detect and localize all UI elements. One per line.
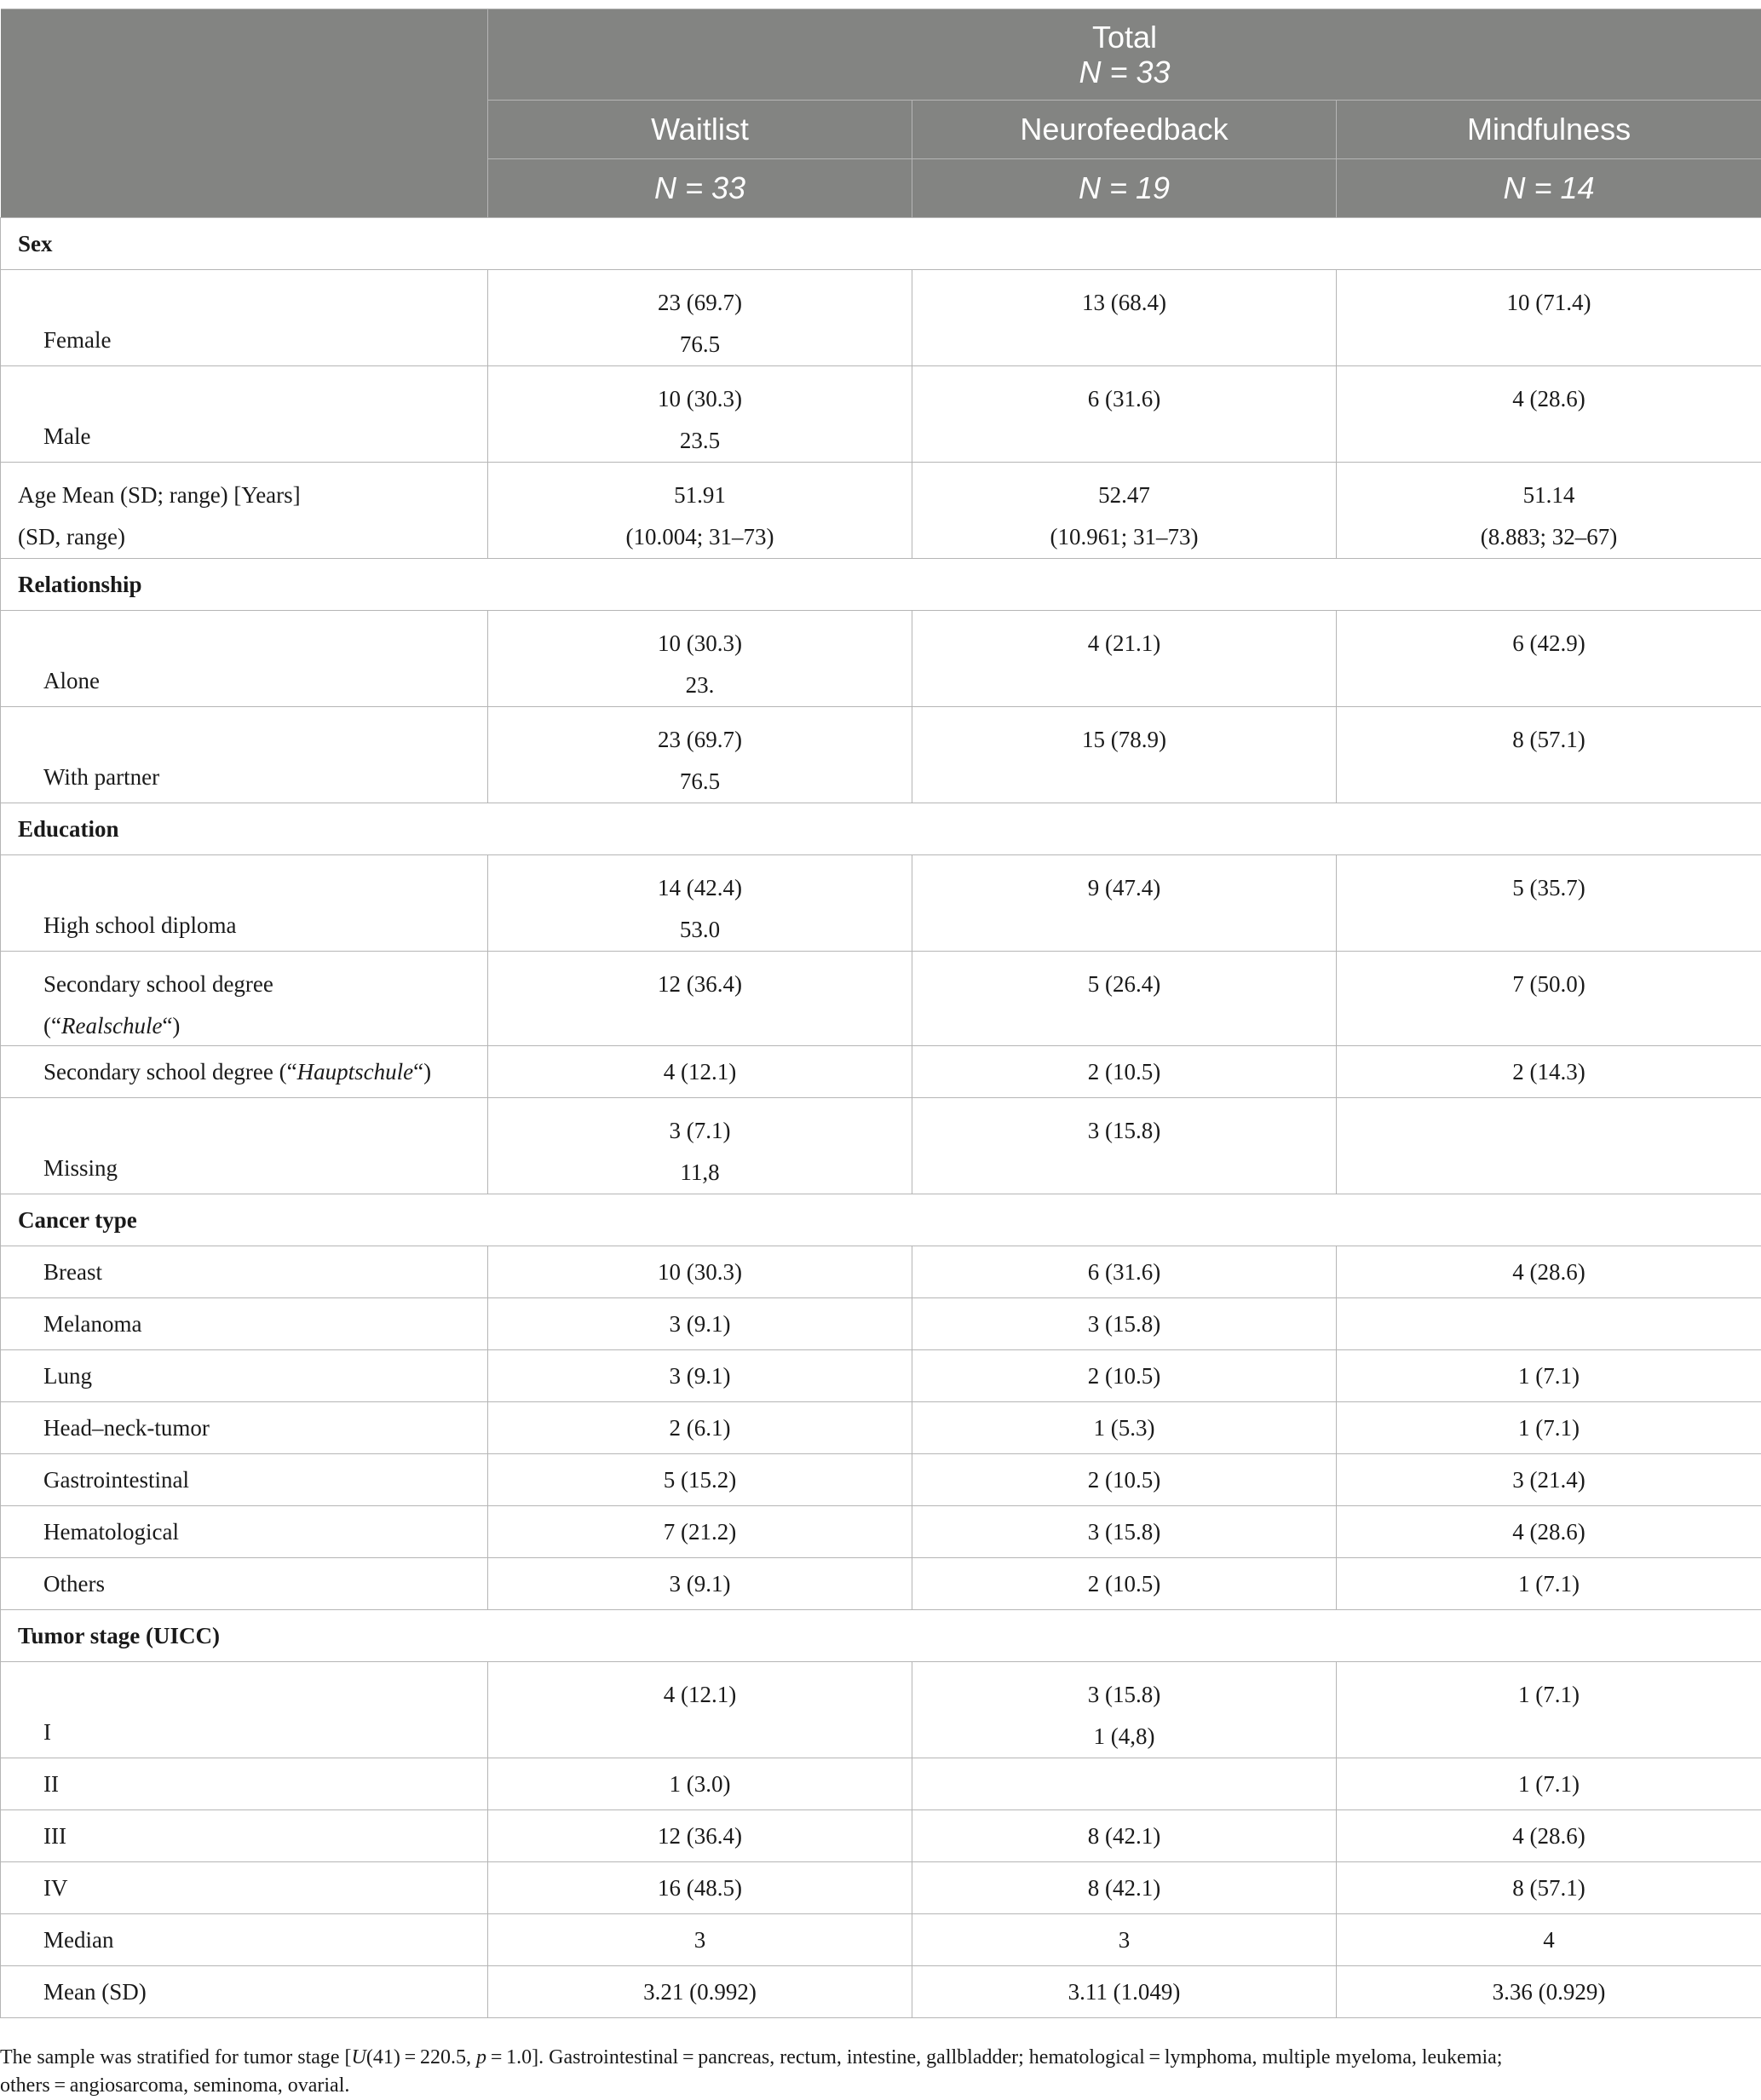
table-row — [1, 1506, 1761, 1558]
table-row — [1, 611, 1761, 707]
cell-waitlist: 14 (42.4) 53.0 — [488, 855, 912, 952]
cell-neurofeedback: 4 (21.1) — [912, 611, 1337, 707]
table-footnote: The sample was stratified for tumor stage [U(41) = 220.5, p = 1.0]. Gastrointestinal = pancreas, rectum, intestine, gallbladder; hematological = lymphoma, multiple myeloma, leukemia; others = angiosarcoma, seminoma, ovarial. — [0, 2044, 1761, 2100]
cell-mindfulness: 3 (21.4) — [1337, 1454, 1761, 1506]
row-label: Head–neck-tumor — [1, 1402, 488, 1454]
cell-neurofeedback — [912, 1758, 1337, 1810]
cell-mindfulness: 1 (7.1) — [1337, 1758, 1761, 1810]
cell-waitlist: 3 (9.1) — [488, 1298, 912, 1350]
row-label: III — [1, 1810, 488, 1862]
cell-neurofeedback: 2 (10.5) — [912, 1558, 1337, 1610]
row-label: Mean (SD) — [1, 1966, 488, 2018]
header-group-mindfulness: Mindfulness — [1337, 101, 1761, 159]
table-row — [1, 1350, 1761, 1402]
cell-neurofeedback: 52.47 (10.961; 31–73) — [912, 463, 1337, 559]
cell-waitlist: 12 (36.4) — [488, 1810, 912, 1862]
table-body — [1, 218, 1761, 2018]
row-label: IV — [1, 1862, 488, 1914]
table-row — [1, 270, 1761, 366]
row-label: Melanoma — [1, 1298, 488, 1350]
cell-mindfulness: 4 (28.6) — [1337, 366, 1761, 463]
section-heading: Sex — [1, 218, 1761, 270]
cell-waitlist: 3 (9.1) — [488, 1558, 912, 1610]
table-row — [1, 1298, 1761, 1350]
cell-mindfulness: 1 (7.1) — [1337, 1558, 1761, 1610]
row-label: Alone — [1, 611, 488, 707]
cell-waitlist: 2 (6.1) — [488, 1402, 912, 1454]
header-group-neurofeedback: Neurofeedback — [912, 101, 1337, 159]
cell-mindfulness: 51.14 (8.883; 32–67) — [1337, 463, 1761, 559]
table-row — [1, 1966, 1761, 2018]
cell-neurofeedback: 2 (10.5) — [912, 1350, 1337, 1402]
cell-waitlist: 23 (69.7) 76.5 — [488, 270, 912, 366]
row-label: Others — [1, 1558, 488, 1610]
cell-waitlist: 23 (69.7) 76.5 — [488, 707, 912, 803]
cell-waitlist: 3.21 (0.992) — [488, 1966, 912, 2018]
cell-neurofeedback: 3 (15.8) — [912, 1506, 1337, 1558]
cell-waitlist: 3 — [488, 1914, 912, 1966]
row-label: Secondary school degree (“Hauptschule“) — [1, 1046, 488, 1098]
row-label: Secondary school degree (“Realschule“) — [1, 952, 488, 1046]
cell-neurofeedback: 5 (26.4) — [912, 952, 1337, 1046]
header-total-label: Total — [1092, 20, 1157, 55]
table-row — [1, 1246, 1761, 1298]
cell-neurofeedback: 2 (10.5) — [912, 1454, 1337, 1506]
cell-neurofeedback: 6 (31.6) — [912, 366, 1337, 463]
cell-mindfulness: 1 (7.1) — [1337, 1662, 1761, 1758]
cell-mindfulness: 10 (71.4) — [1337, 270, 1761, 366]
section-heading: Tumor stage (UICC) — [1, 1610, 1761, 1662]
row-label: Gastrointestinal — [1, 1454, 488, 1506]
table-row — [1, 1454, 1761, 1506]
cell-waitlist: 10 (30.3) 23.5 — [488, 366, 912, 463]
cell-neurofeedback: 3 — [912, 1914, 1337, 1966]
section-heading: Cancer type — [1, 1194, 1761, 1246]
section-heading: Relationship — [1, 559, 1761, 611]
cell-neurofeedback: 3 (15.8) 1 (4,8) — [912, 1662, 1337, 1758]
table-row — [1, 366, 1761, 463]
cell-mindfulness: 4 (28.6) — [1337, 1246, 1761, 1298]
section-row-education — [1, 803, 1761, 855]
cell-mindfulness — [1337, 1298, 1761, 1350]
header-total-n: N = 33 — [1079, 55, 1170, 89]
table-row — [1, 707, 1761, 803]
cell-mindfulness: 1 (7.1) — [1337, 1402, 1761, 1454]
section-row-relationship — [1, 559, 1761, 611]
cell-mindfulness: 8 (57.1) — [1337, 1862, 1761, 1914]
table-row — [1, 1402, 1761, 1454]
cell-waitlist: 10 (30.3) — [488, 1246, 912, 1298]
table-row — [1, 1914, 1761, 1966]
cell-waitlist: 4 (12.1) — [488, 1046, 912, 1098]
cell-waitlist: 5 (15.2) — [488, 1454, 912, 1506]
cell-waitlist: 3 (7.1) 11,8 — [488, 1098, 912, 1194]
row-label: Male — [1, 366, 488, 463]
cell-waitlist: 10 (30.3) 23. — [488, 611, 912, 707]
cell-neurofeedback: 3.11 (1.049) — [912, 1966, 1337, 2018]
table-row — [1, 1558, 1761, 1610]
cell-mindfulness: 4 (28.6) — [1337, 1810, 1761, 1862]
table-row — [1, 1862, 1761, 1914]
row-label: High school diploma — [1, 855, 488, 952]
table-row — [1, 1046, 1761, 1098]
cell-mindfulness — [1337, 1098, 1761, 1194]
cell-waitlist: 7 (21.2) — [488, 1506, 912, 1558]
header-n-neurofeedback: N = 19 — [912, 159, 1337, 218]
cell-neurofeedback: 8 (42.1) — [912, 1810, 1337, 1862]
cell-waitlist: 4 (12.1) — [488, 1662, 912, 1758]
row-label: Lung — [1, 1350, 488, 1402]
row-label: Age Mean (SD; range) [Years] (SD, range) — [1, 463, 488, 559]
section-row-tumor-stage — [1, 1610, 1761, 1662]
row-label: II — [1, 1758, 488, 1810]
table-row — [1, 1662, 1761, 1758]
cell-neurofeedback: 13 (68.4) — [912, 270, 1337, 366]
cell-waitlist: 3 (9.1) — [488, 1350, 912, 1402]
table-row — [1, 463, 1761, 559]
cell-mindfulness: 3.36 (0.929) — [1337, 1966, 1761, 2018]
header-total — [488, 9, 1761, 101]
row-label: With partner — [1, 707, 488, 803]
cell-mindfulness: 4 — [1337, 1914, 1761, 1966]
cell-waitlist: 51.91 (10.004; 31–73) — [488, 463, 912, 559]
cell-mindfulness: 5 (35.7) — [1337, 855, 1761, 952]
cell-neurofeedback: 2 (10.5) — [912, 1046, 1337, 1098]
table-row — [1, 1810, 1761, 1862]
cell-neurofeedback: 15 (78.9) — [912, 707, 1337, 803]
section-row-cancer-type — [1, 1194, 1761, 1246]
row-label: Hematological — [1, 1506, 488, 1558]
row-label: Missing — [1, 1098, 488, 1194]
table-row — [1, 1758, 1761, 1810]
cell-mindfulness: 4 (28.6) — [1337, 1506, 1761, 1558]
row-label: Median — [1, 1914, 488, 1966]
cell-mindfulness: 2 (14.3) — [1337, 1046, 1761, 1098]
header-n-waitlist: N = 33 — [488, 159, 912, 218]
table-row — [1, 1098, 1761, 1194]
cell-waitlist: 12 (36.4) — [488, 952, 912, 1046]
table-row — [1, 952, 1761, 1046]
cell-waitlist: 16 (48.5) — [488, 1862, 912, 1914]
cell-neurofeedback: 9 (47.4) — [912, 855, 1337, 952]
header-corner-cell — [1, 9, 488, 218]
cell-mindfulness: 1 (7.1) — [1337, 1350, 1761, 1402]
cell-neurofeedback: 6 (31.6) — [912, 1246, 1337, 1298]
cell-neurofeedback: 3 (15.8) — [912, 1098, 1337, 1194]
row-label: I — [1, 1662, 488, 1758]
section-heading: Education — [1, 803, 1761, 855]
header-n-mindfulness: N = 14 — [1337, 159, 1761, 218]
cell-waitlist: 1 (3.0) — [488, 1758, 912, 1810]
cell-mindfulness: 7 (50.0) — [1337, 952, 1761, 1046]
cell-mindfulness: 6 (42.9) — [1337, 611, 1761, 707]
section-row-sex — [1, 218, 1761, 270]
cell-mindfulness: 8 (57.1) — [1337, 707, 1761, 803]
cell-neurofeedback: 1 (5.3) — [912, 1402, 1337, 1454]
cell-neurofeedback: 8 (42.1) — [912, 1862, 1337, 1914]
row-label: Female — [1, 270, 488, 366]
cell-neurofeedback: 3 (15.8) — [912, 1298, 1337, 1350]
demographics-table — [0, 9, 1761, 2018]
table-header — [1, 9, 1761, 218]
header-group-waitlist: Waitlist — [488, 101, 912, 159]
table-row — [1, 855, 1761, 952]
row-label: Breast — [1, 1246, 488, 1298]
